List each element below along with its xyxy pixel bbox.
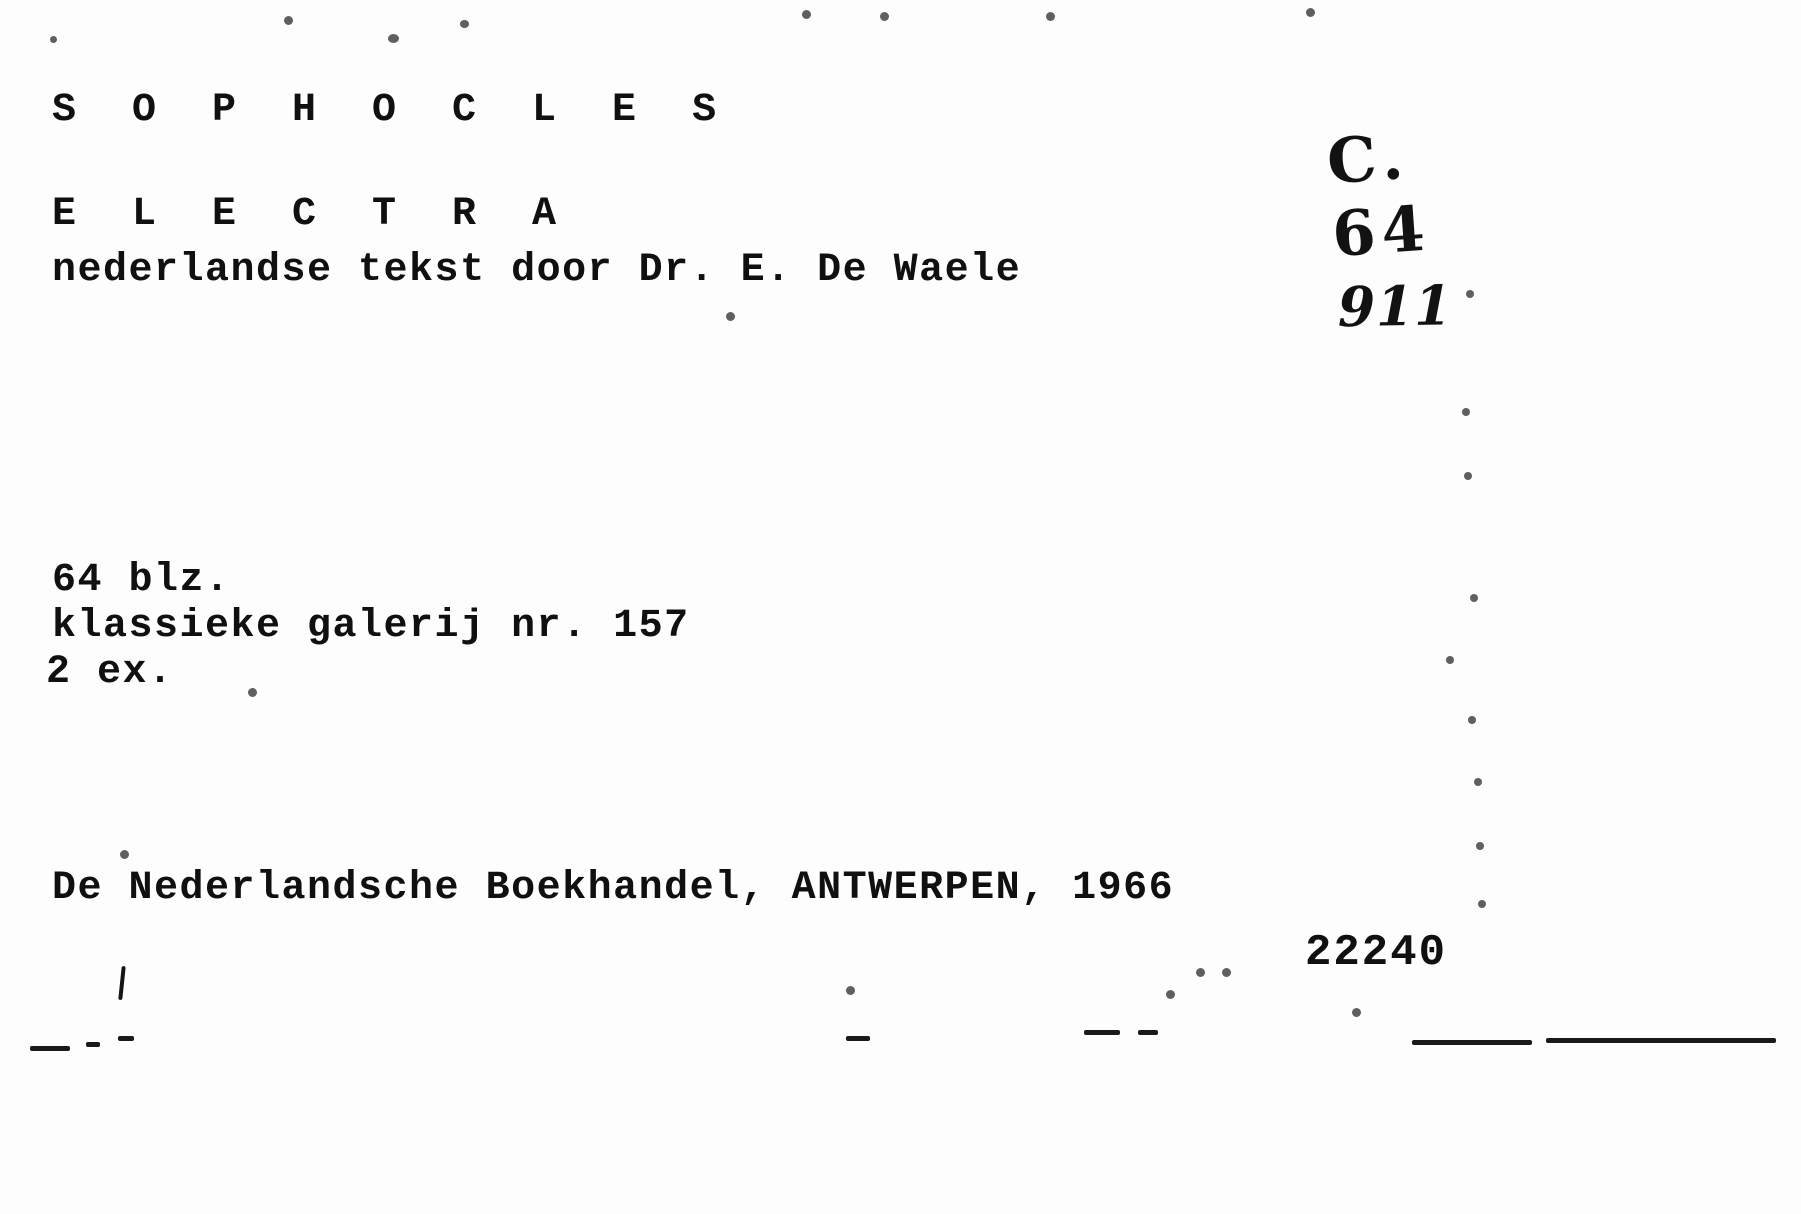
shelfmark-suffix: 911: [1331, 272, 1459, 340]
scan-speck: [1464, 472, 1472, 480]
card-copies: 2 ex.: [46, 650, 174, 695]
scan-speck: [284, 16, 293, 25]
scan-speck: [50, 36, 57, 43]
edge-artifact: [846, 1036, 870, 1041]
card-work-title: E L E C T R A: [52, 192, 573, 237]
scan-speck: [1196, 968, 1205, 977]
scan-speck: [1166, 990, 1175, 999]
card-subtitle: nederlandse tekst door Dr. E. De Waele: [52, 248, 1022, 293]
scan-speck: [248, 688, 257, 697]
scan-speck: [1474, 778, 1482, 786]
stray-pen-mark: [118, 966, 126, 1000]
scan-speck: [460, 20, 469, 28]
scan-speck: [1462, 408, 1470, 416]
scan-speck: [1352, 1008, 1361, 1017]
card-publisher-line: De Nederlandsche Boekhandel, ANTWERPEN, 1966: [52, 866, 1175, 911]
scan-speck: [846, 986, 855, 995]
scan-speck: [1446, 656, 1454, 664]
scan-speck: [880, 12, 889, 21]
scan-speck: [726, 312, 735, 321]
card-accession-number: 22240: [1305, 928, 1448, 978]
card-series: klassieke galerij nr. 157: [52, 604, 690, 649]
card-pages: 64 blz.: [52, 558, 231, 603]
scan-speck: [1468, 716, 1476, 724]
scan-speck: [1046, 12, 1055, 21]
edge-artifact: [1138, 1030, 1158, 1035]
scan-speck: [120, 850, 129, 859]
scan-speck: [802, 10, 811, 19]
shelfmark-number: 64: [1329, 191, 1433, 272]
scan-speck: [1470, 594, 1478, 602]
scan-speck: [1466, 290, 1474, 298]
scan-speck: [1476, 842, 1484, 850]
edge-artifact: [1412, 1040, 1532, 1045]
card-shelfmark: [1210, 45, 1461, 425]
edge-artifact: [86, 1042, 100, 1047]
edge-artifact: [30, 1046, 70, 1051]
edge-artifact: [1084, 1030, 1120, 1035]
scan-speck: [1478, 900, 1486, 908]
card-author: S O P H O C L E S: [52, 88, 733, 133]
scan-speck: [1306, 8, 1315, 17]
scan-speck: [1222, 968, 1231, 977]
scan-speck: [388, 34, 399, 43]
edge-artifact: [118, 1036, 134, 1041]
edge-artifact: [1546, 1038, 1776, 1043]
shelfmark-prefix: C.: [1324, 119, 1412, 199]
